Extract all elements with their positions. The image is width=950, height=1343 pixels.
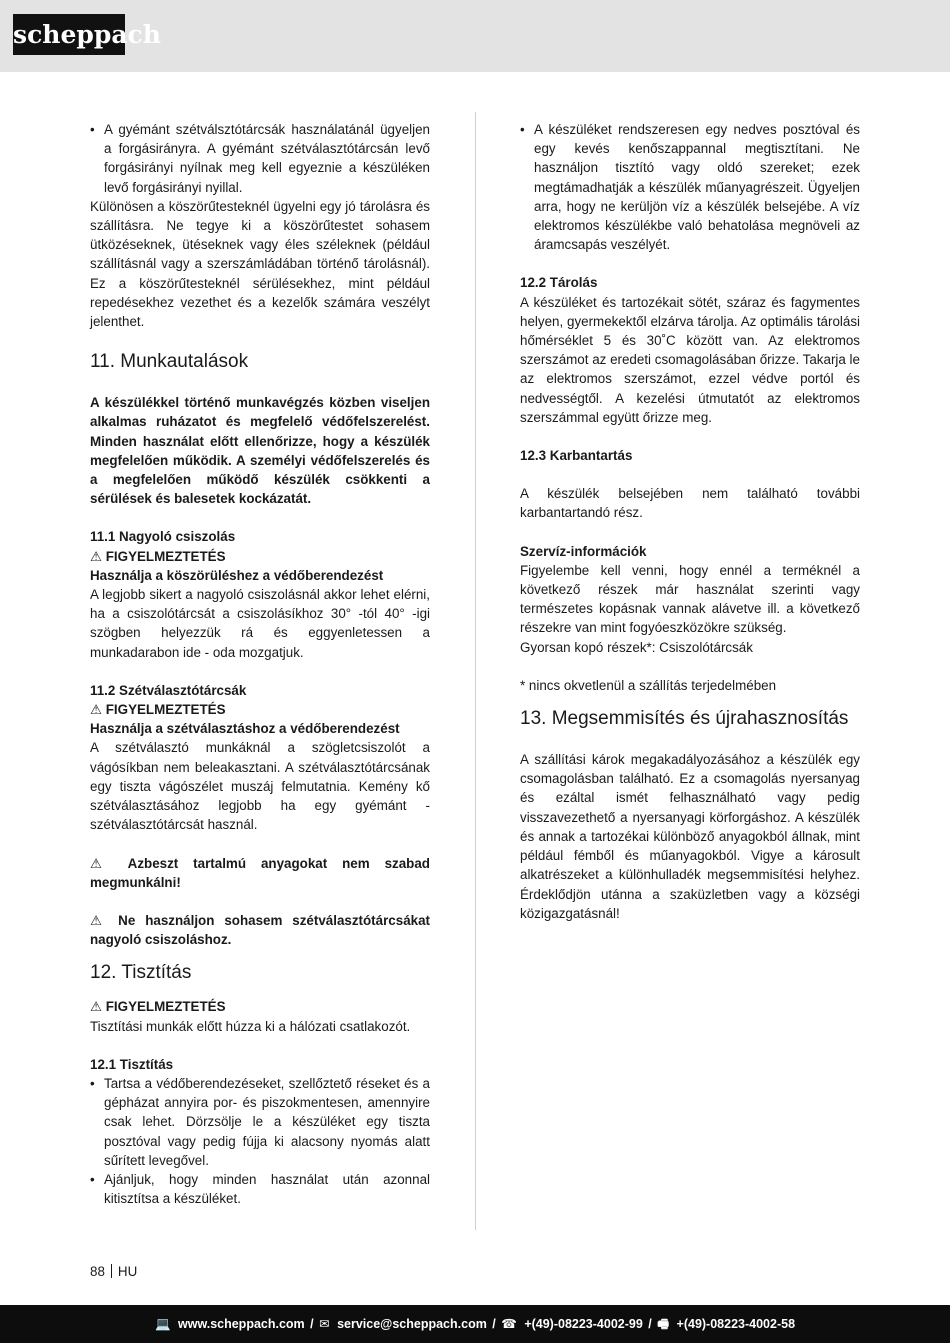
subsection-subtitle: Használja a köszörüléshez a védőberendezést: [90, 567, 384, 583]
paragraph: A szállítási károk megakadályozásához a készülék egy csomagolásban található. Ez a csomagolás nyersanyag és ezáltal ismét felhasználható vagy pedig visszavezethető a nyersanyagi körforgáshoz. A készülék és annak a tartozékai különböző anyagokból állnak, mint például fémből és műanyagokból. Vigye a károsult alkatrészeket a különhulladék megsemmisítési helyhez. Érdeklődjön utánna a szaküzletben vagy a községi közigazgatásnál!: [520, 752, 860, 921]
bullet-list: [90, 1074, 430, 1208]
intro-bold-paragraph: A készülékkel történő munkavégzés közben viseljen alkalmas ruházatot és megfelelő védőfelszerelést. Minden használat előtt ellenőrizze, hogy a készülék megfelelően működik. A személyi védőfelszerelés és a megfelelően működő készülék csökkenti a sérülések és balesetek kockázatát.: [90, 395, 430, 507]
list-item: • A készüléket rendszeresen egy nedves posztóval és egy kevés kenőszappannal megtisztítani. Ne használjon tisztító vagy oldó szereket; ezek megtámadhatják a készülék műanyagrészeit. Ügyeljen arra, hogy ne kerüljön víz a készülék belsejébe. A víz elektromos készülékbe való behatolása megnöveli az áramcsapás veszélyét.: [520, 120, 860, 254]
paragraph: Figyelembe kell venni, hogy ennél a terméknél a következő részek már használat szerinti vagy természetes kopásnak vannak alávetve ill. a következő részekre van mint fogyóeszközökre szükség.: [520, 562, 860, 636]
warning-asbestos: ⚠ Azbeszt tartalmú anyagokat nem szabad megmunkálni!: [90, 855, 430, 890]
warning-icon: ⚠: [90, 855, 114, 871]
subsection-title-12-3: 12.3 Karbantartás: [520, 448, 633, 464]
bullet-list: [520, 120, 860, 254]
section-heading-13: 13. Megsemmisítés és újrahasznosítás: [520, 708, 849, 730]
footnote: * nincs okvetlenül a szállítás terjedelmében: [520, 677, 777, 693]
footer-phone: +(49)-08223-4002-99: [524, 1317, 643, 1331]
warning-icon: ⚠: [90, 702, 103, 718]
section-heading-11: 11. Munkautalások: [90, 351, 249, 373]
mail-icon: ✉: [319, 1317, 330, 1331]
computer-icon: 💻: [154, 1317, 171, 1331]
section-heading-12: 12. Tisztítás: [90, 962, 192, 984]
warning-label: ⚠ FIGYELMEZTETÉS: [90, 548, 226, 564]
left-column: [90, 120, 430, 1208]
list-item: • A gyémánt szétválsztótárcsák használatánál ügyeljen a forgásirányra. A gyémánt szétválasztótárcsán levő forgásirányi nyílnak meg kell egyeznie a készüléken levő forgásirányi nyillal.: [90, 120, 430, 197]
service-info-title: Szervíz-információk: [520, 543, 647, 559]
subsection-title-11-1: 11.1 Nagyoló csiszolás: [90, 529, 236, 545]
list-item: • Ajánljuk, hogy minden használat után azonnal kitisztítsa a készüléket.: [90, 1170, 430, 1208]
bullet-list: [90, 120, 430, 197]
page-footer: 💻 www.scheppach.com / ✉ service@scheppach.com / ☎ +(49)-08223-4002-99 / 🖷 +(49)-08223-4002-58: [0, 1305, 950, 1343]
footer-email: service@scheppach.com: [337, 1317, 487, 1331]
phone-icon: ☎: [501, 1317, 517, 1331]
warning-icon: ⚠: [90, 912, 109, 928]
paragraph: A szétválasztó munkáknál a szögletcsiszolót a vágósíkban nem beleakasztani. A szétválasztótárcsának egy tiszta vágószélet muszáj felmutatnia. Kemény kő szétválasztásához legjobb ha egy gyémánt - szétválasztótárcsát használ.: [90, 740, 430, 833]
scheppach-logo: scheppach: [13, 14, 125, 55]
subsection-title-12-2: 12.2 Tárolás: [520, 275, 598, 291]
warning-icon: ⚠: [90, 548, 103, 564]
warning-icon: ⚠: [90, 999, 103, 1015]
page-number: 88 HU: [90, 1264, 138, 1279]
page-header: [0, 0, 950, 72]
service-parts: Gyorsan kopó részek*: Csiszolótárcsák: [520, 639, 753, 655]
paragraph: A legjobb sikert a nagyoló csiszolásnál akkor lehet elérni, ha a csiszolótárcsát a csiszolásíkhoz 30° -tól 40° -igi szögben helyezzük rá és eggyenletessen a munkadarabon ide - oda mozgatjuk.: [90, 587, 430, 660]
right-column: [520, 120, 860, 923]
subsection-title-11-2: 11.2 Szétválasztótárcsák: [90, 682, 247, 698]
subsection-subtitle: Használja a szétválasztáshoz a védőberendezést: [90, 721, 400, 737]
warning-never: ⚠ Ne használjon sohasem szétválasztótárcsákat nagyoló csiszoláshoz.: [90, 912, 430, 948]
list-item: • Tartsa a védőberendezéseket, szellőztető réseket és a gépházat annyira por- és piszokmentesen, amennyire csak lehet. Dörzsölje le a készüléket egy tiszta posztóval vagy pedig fújja ki alacsony nyomás alatt sűrített levegővel.: [90, 1074, 430, 1170]
column-divider: [475, 112, 476, 1230]
paragraph-storage: Különösen a köszörűtesteknél ügyelni egy jó tárolásra és szállításra. Ne tegye ki a köszörűtestet sohasem ütközéseknek, ütéseknek vagy éles széleknek (például szállításnál vagy a szerszámládában történő tárolásnál). Ez a köszörűtesteknél sérülésekhez, mint például repedésekhez vezethet és a kezelők számára veszélyt jelenthet.: [90, 198, 430, 330]
fax-icon: 🖷: [657, 1317, 670, 1331]
paragraph: A készülék belsejében nem található további karbantartandó rész.: [520, 486, 860, 521]
paragraph: A készüléket és tartozékait sötét, száraz és fagymentes helyen, gyermekektől elzárva tárolja. Az optimális tárolási hőmérséklet 5 és 30˚C között van. Az elektromos szerszámot az eredeti csomagolásában őrizze. Takarja le az elektromos szerszámot, ezzel védve portól és nedvességtől. A kezelési útmutatót az elektromos szerszámmal együtt őrizze meg.: [520, 294, 860, 425]
warning-label: ⚠ FIGYELMEZTETÉS: [90, 702, 226, 718]
warning-label: ⚠ FIGYELMEZTETÉS: [90, 999, 226, 1015]
footer-website: www.scheppach.com: [178, 1317, 305, 1331]
paragraph: Tisztítási munkák előtt húzza ki a hálózati csatlakozót.: [90, 1018, 411, 1034]
subsection-title-12-1: 12.1 Tisztítás: [90, 1056, 174, 1072]
footer-fax: +(49)-08223-4002-58: [676, 1317, 796, 1331]
